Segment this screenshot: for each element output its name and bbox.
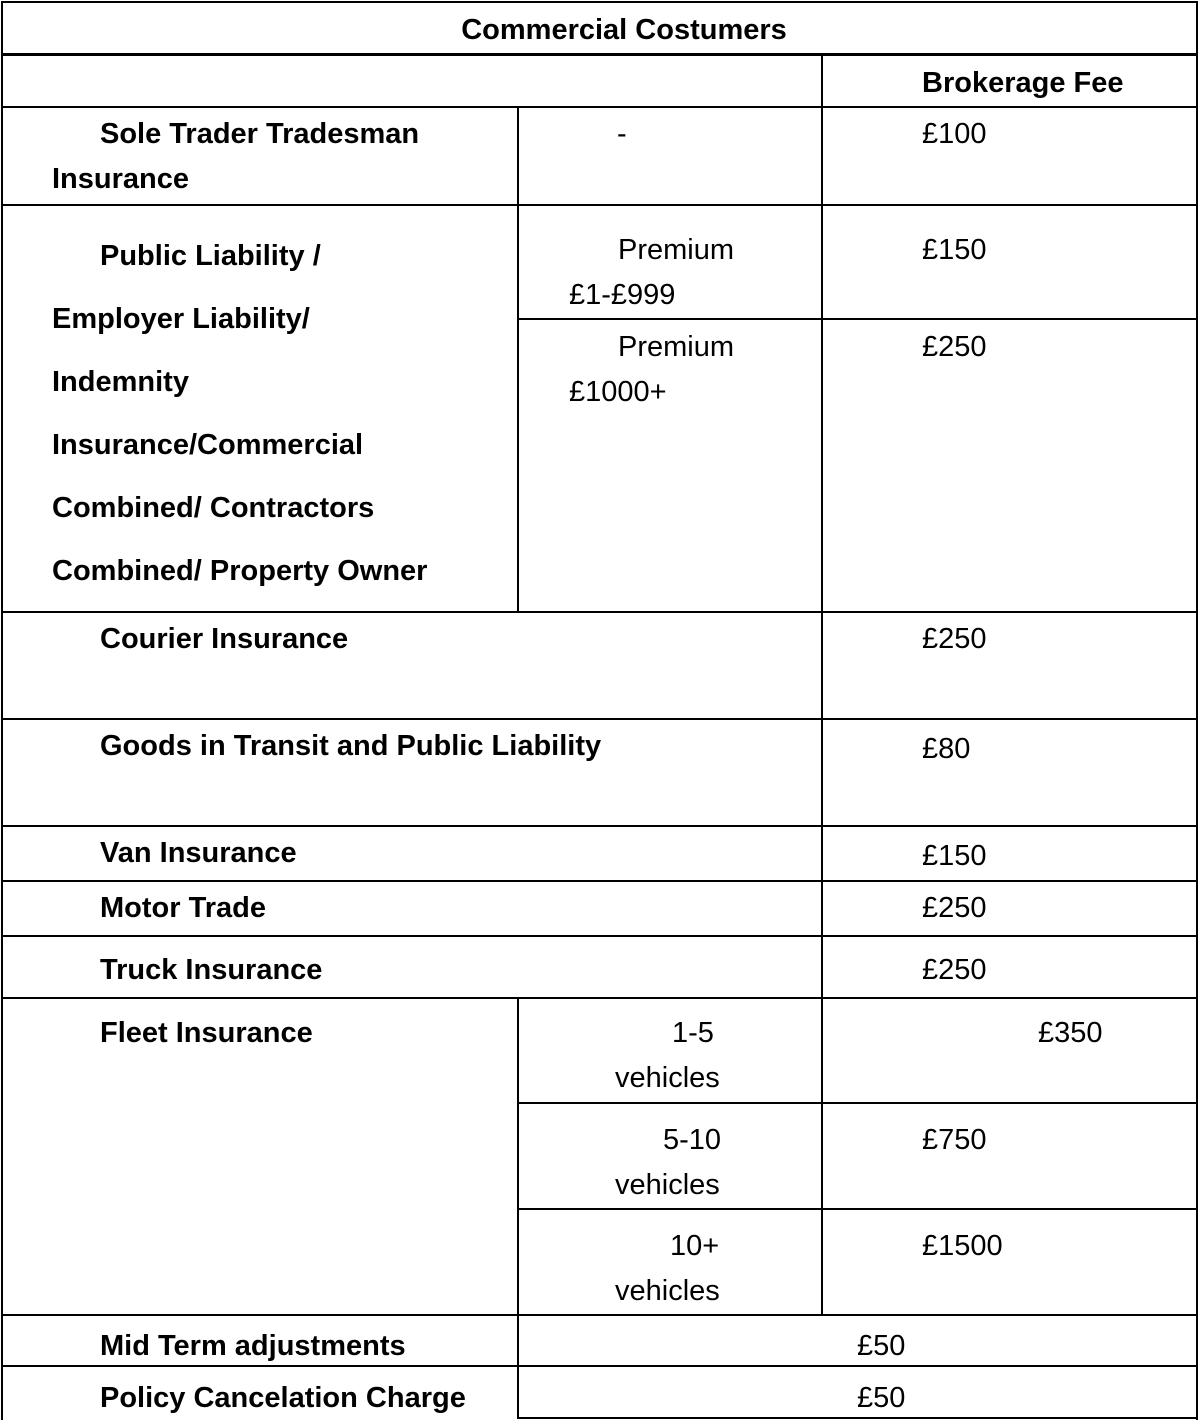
rule-top: [2, 1, 1198, 3]
row-mid-term-fee: £50: [857, 1330, 906, 1362]
fleet-tier-3-fee: £1500: [922, 1230, 1003, 1262]
sole-trader-label-line1: Sole Trader Tradesman: [100, 118, 420, 150]
liability-tier-2-line2: £1000+: [569, 376, 667, 408]
fleet-tier-1-line1: 1-5: [672, 1017, 714, 1049]
row-sole-trader-fee: £100: [922, 118, 987, 150]
row-courier-label: Courier Insurance: [100, 623, 349, 655]
rule-right: [1196, 1, 1198, 1420]
row-sole-trader-condition: -: [617, 118, 627, 150]
header-brokerage-fee: Brokerage Fee: [922, 67, 1124, 99]
rule-van: [2, 880, 1198, 882]
rule-goods: [2, 825, 1198, 827]
liability-label-line5: Combined/ Contractors: [52, 492, 375, 524]
rule-liability: [2, 611, 1198, 613]
rule-premium-tier: [519, 318, 1198, 320]
sole-trader-label-line2: Insurance: [52, 163, 189, 195]
liability-tier-1-line2: £1-£999: [569, 279, 676, 311]
fleet-tier-2-fee: £750: [922, 1124, 987, 1156]
fleet-tier-3-line2: vehicles: [615, 1275, 720, 1307]
rule-title: [2, 53, 1198, 56]
row-van-label: Van Insurance: [100, 837, 297, 869]
rule-courier: [2, 718, 1198, 720]
row-cancellation-label: Policy Cancelation Charge: [100, 1382, 466, 1414]
fleet-tier-3-condition: [615, 1224, 815, 1314]
row-truck-label: Truck Insurance: [100, 954, 323, 986]
rule-cond-col-b: [517, 997, 519, 1419]
row-van-fee: £150: [922, 840, 987, 872]
liability-tier-1-line1: Premium: [618, 234, 735, 266]
fleet-tier-2-line1: 5-10: [663, 1124, 722, 1156]
table-title: Commercial Costumers: [461, 14, 787, 46]
rule-truck: [2, 997, 1198, 999]
row-goods-transit-fee: £80: [922, 733, 971, 765]
row-motor-trade-label: Motor Trade: [100, 892, 266, 924]
liability-tier-1-fee: £150: [922, 234, 987, 266]
liability-label-line2: Employer Liability/: [52, 303, 310, 335]
row-cancellation-fee: £50: [857, 1382, 906, 1414]
liability-label-line3: Indemnity: [52, 366, 189, 398]
row-goods-transit-label: Goods in Transit and Public Liability: [100, 730, 602, 762]
fleet-tier-1-condition: [615, 1011, 815, 1101]
liability-label-line1: Public Liability /: [100, 240, 321, 272]
liability-tier-2-line1: Premium: [618, 331, 735, 363]
fleet-tier-2-line2: vehicles: [615, 1169, 720, 1201]
row-sole-trader-label: [52, 112, 512, 202]
liability-tier-1-condition: [569, 228, 809, 318]
liability-tier-2-fee: £250: [922, 331, 987, 363]
row-courier-fee: £250: [922, 623, 987, 655]
rule-header: [2, 106, 1198, 108]
liability-label-line4: Insurance/Commercial: [52, 429, 364, 461]
row-liability-label: [52, 225, 514, 603]
rule-fee-col: [821, 55, 823, 1316]
liability-tier-2-condition: [569, 325, 809, 415]
row-truck-fee: £250: [922, 954, 987, 986]
rule-sole-trader: [2, 204, 1198, 206]
fleet-tier-2-condition: [615, 1118, 815, 1208]
rule-fleet: [2, 1314, 1198, 1316]
row-fleet-label: Fleet Insurance: [100, 1017, 313, 1049]
rule-fleet-tier-1: [519, 1102, 1198, 1104]
rule-motor: [2, 935, 1198, 937]
row-motor-trade-fee: £250: [922, 892, 987, 924]
fleet-tier-1-fee: £350: [1038, 1017, 1103, 1049]
fleet-tier-3-line1: 10+: [670, 1230, 720, 1262]
rule-cond-col-a: [517, 106, 519, 613]
rule-fleet-tier-2: [519, 1208, 1198, 1210]
fleet-tier-1-line2: vehicles: [615, 1062, 720, 1094]
row-mid-term-label: Mid Term adjustments: [100, 1330, 406, 1362]
rule-left: [1, 1, 3, 1420]
liability-label-line6: Combined/ Property Owner: [52, 555, 428, 587]
